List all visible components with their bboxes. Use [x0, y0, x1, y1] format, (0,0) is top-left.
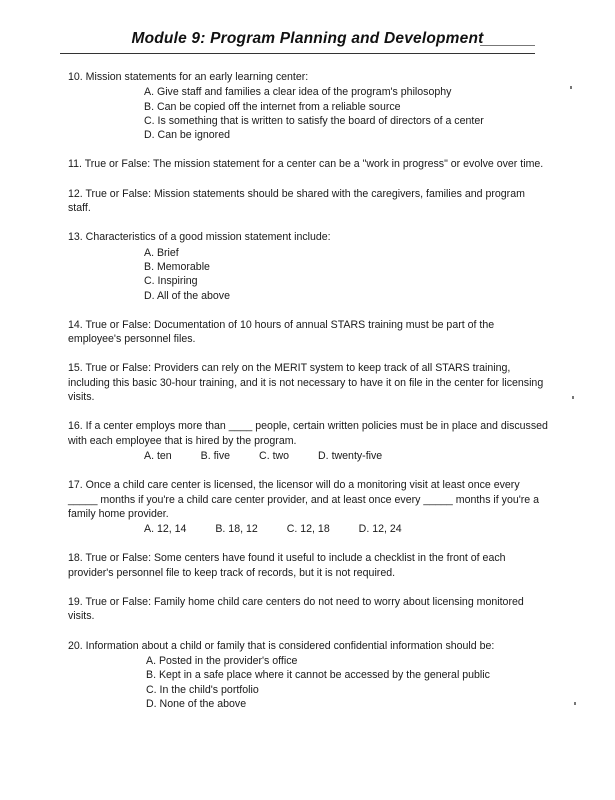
answer-option: C. Inspiring: [144, 275, 198, 288]
question-text: 18. True or False: Some centers have found it useful to include a checklist in the front of each provider's personnel file to keep track of records, but it is not required.: [68, 552, 506, 579]
answer-option: A. 12, 14: [144, 523, 187, 536]
answer-option: D. All of the above: [144, 289, 230, 302]
question-13: [68, 230, 548, 302]
question-text: 15. True or False: Providers can rely on the MERIT system to keep track of all STARS training, including this basic 30-hour training, and it is not necessary to have it on file in the center for licensing visits.: [68, 362, 544, 404]
answer-option: B. five: [200, 449, 231, 462]
answer-option: B. 18, 12: [215, 523, 258, 536]
question-text: 16. If a center employs more than ____ people, certain written policies must be in place and discussed with each employee that is hired by the program.: [68, 420, 548, 447]
answer-option: B. Kept in a safe place where it cannot be accessed by the general public: [146, 669, 490, 682]
answer-option: D. Can be ignored: [144, 129, 230, 142]
question-14: [68, 318, 548, 347]
question-12: [68, 187, 548, 216]
question-text: 19. True or False: Family home child care centers do not need to worry about licensing monitored visits.: [68, 596, 524, 623]
answer-options: [146, 654, 548, 711]
header-rule: [60, 53, 535, 54]
question-text: 17. Once a child care center is licensed, the licensor will do a monitoring visit at least once every _____ months if you're a child care center provider, and at least once every _____ months if you're a family home provider.: [68, 479, 540, 520]
scan-speck: [570, 86, 572, 89]
answer-options: [144, 449, 548, 463]
answer-option: D. 12, 24: [358, 523, 402, 536]
question-text: 12. True or False: Mission statements should be shared with the caregivers, families and program staff.: [68, 187, 525, 215]
question-10: [68, 70, 548, 142]
question-text: 11. True or False: The mission statement for a center can be a "work in progress" or evolve over time.: [68, 158, 544, 171]
scan-speck: [572, 396, 574, 399]
answer-option: C. 12, 18: [286, 523, 330, 536]
answer-option: A. Give staff and families a clear idea of the program's philosophy: [144, 86, 452, 99]
question-17: [68, 478, 548, 536]
answer-options: [144, 246, 548, 303]
question-text: 20. Information about a child or family that is considered confidential information should be:: [68, 639, 495, 652]
header-rule-right: [480, 45, 535, 46]
question-text: 10. Mission statements for an early learning center:: [68, 71, 309, 83]
question-text: 14. True or False: Documentation of 10 hours of annual STARS training must be part of the employee's personnel files.: [68, 318, 495, 346]
question-text: 13. Characteristics of a good mission statement include:: [68, 231, 331, 244]
answer-option: A. ten: [144, 449, 172, 462]
answer-option: C. two: [259, 449, 290, 462]
question-15: [68, 361, 548, 404]
question-11: [68, 157, 548, 171]
answer-option: B. Can be copied off the internet from a reliable source: [144, 100, 401, 113]
answer-option: D. twenty-five: [318, 449, 383, 462]
answer-options: [144, 522, 548, 536]
scan-speck: [574, 702, 576, 705]
answer-option: C. In the child's portfolio: [146, 683, 259, 696]
page-title: Module 9: Program Planning and Development: [131, 30, 484, 47]
question-19: [68, 595, 548, 624]
answer-options: [144, 85, 548, 142]
answer-option: B. Memorable: [144, 260, 210, 273]
question-list: [68, 70, 548, 726]
answer-option: C. Is something that is written to satisfy the board of directors of a center: [144, 114, 484, 127]
question-16: [68, 419, 548, 463]
answer-option: A. Brief: [144, 246, 179, 259]
answer-option: A. Posted in the provider's office: [146, 654, 298, 667]
answer-option: D. None of the above: [146, 697, 247, 710]
question-20: [68, 639, 548, 711]
question-18: [68, 551, 548, 580]
